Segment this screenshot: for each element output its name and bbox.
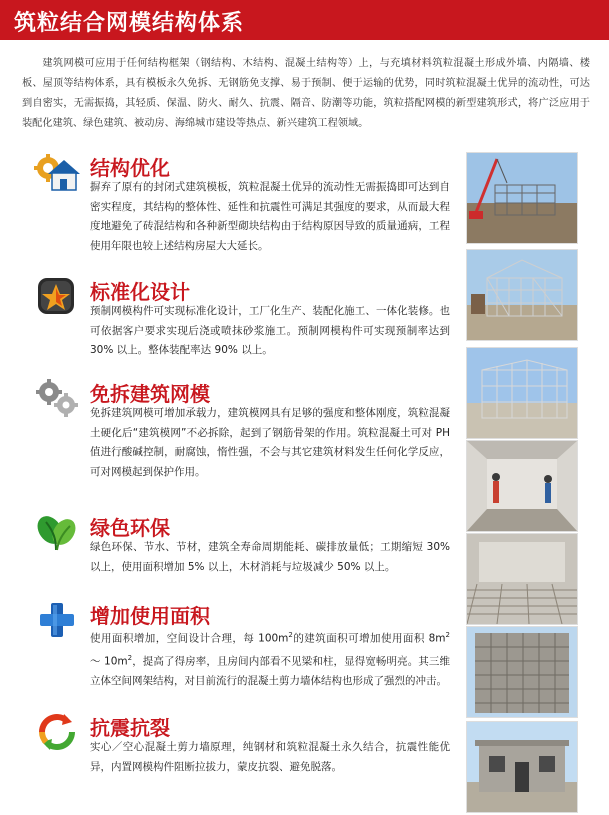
steel-frame-house-photo: [466, 249, 578, 341]
floor-reinforcement-photo: [466, 533, 578, 625]
page-title: 筑粒结合网模结构体系: [14, 11, 245, 36]
section-body: 摒弃了原有的封闭式建筑模板，筑粒混凝土优异的流动性无需振捣即可达到自密实程度，其结构的整体性、延性和抗震性可满足其强度的要求，从而最大程度地避免了砖混结构和各种新型砌块结构由于结构原因导致的质量通病，工程使用年限也较上述结构房屋大大延长。: [90, 181, 450, 252]
section-title: 标准化设计: [90, 280, 190, 304]
section-body: 使用面积增加，空间设计合理，每 $100m^2$的建筑面积可增加使用面积 $8m^2$ ～ $10m^2$，提高了得房率，且房间内部看不见梁和柱，显得宽畅明亮。其三维立体空间网架结构，对目前流行的混凝土剪力墙体结构也形成了强烈的冲击。: [90, 631, 451, 687]
cycle-arrows-icon: [34, 712, 80, 752]
section-body: 预制网模构件可实现标准化设计，工厂化生产、装配化施工、一体化装修。也可依据客户要求实现后浇或喷抹砂浆施工。预制网模构件可实现预制率达到 30% 以上。整体装配率达 90% 以上。: [90, 305, 450, 356]
leaf-icon: [34, 512, 80, 552]
wall-section-photo: [466, 626, 578, 718]
plus-icon: [34, 600, 80, 640]
title-banner: [0, 0, 609, 40]
section-title: 结构优化: [90, 156, 170, 180]
construction-site-photo: [466, 152, 578, 244]
house-gear-icon: [34, 152, 80, 192]
steel-mesh-building-photo: [466, 347, 578, 439]
finished-building-photo: [466, 721, 578, 813]
intro-paragraph: 建筑网模可应用于任何结构框架（钢结构、木结构、混凝土结构等）上，与充填材料筑粒混凝土形成外墙、内隔墙、楼板、屋顶等结构体系，具有模板永久免拆、无钢筋免支撑、易于预制、便于运输的优势，同时筑粒混凝土优异的流动性，可达到自密实，无需振捣，其轻质、保温、防火、耐久、抗震、隔音、防潮等功能，筑粒搭配网模的新型建筑形式，将广泛应用于装配化建筑、绿色建筑、被动房、海绵城市建设等热点、新兴建筑工程领域。: [22, 58, 590, 129]
star-badge-icon: [34, 276, 80, 316]
section-body: 绿色环保、节水、节材，建筑全寿命周期能耗、碳排放量低；工期缩短 30% 以上，使用面积增加 5% 以上，木材消耗与垃圾减少 50% 以上。: [90, 541, 450, 573]
section-body: 实心／空心混凝土剪力墙原理，纯钢材和筑粒混凝土永久结合，抗震性能优异，内置网模构件阻断拉拔力，蒙皮抗裂、避免脱落。: [90, 741, 450, 773]
interior-workers-photo: [466, 440, 578, 532]
section-body: 免拆建筑网模可增加承载力，建筑模网具有足够的强度和整体刚度，筑粒混凝土硬化后“建筑模网”不必拆除，起到了钢筋骨架的作用。筑粒混凝土可对 PH 值进行酸碱控制，耐腐蚀，惰性强，不会与其它建筑材料发生任何化学反应，可对网模起到保护作用。: [90, 407, 450, 478]
section-title: 增加使用面积: [90, 604, 210, 628]
section-title: 绿色环保: [90, 516, 170, 540]
section-title: 抗震抗裂: [90, 716, 170, 740]
section-title: 免拆建筑网模: [90, 382, 210, 406]
gears-icon: [34, 378, 80, 418]
